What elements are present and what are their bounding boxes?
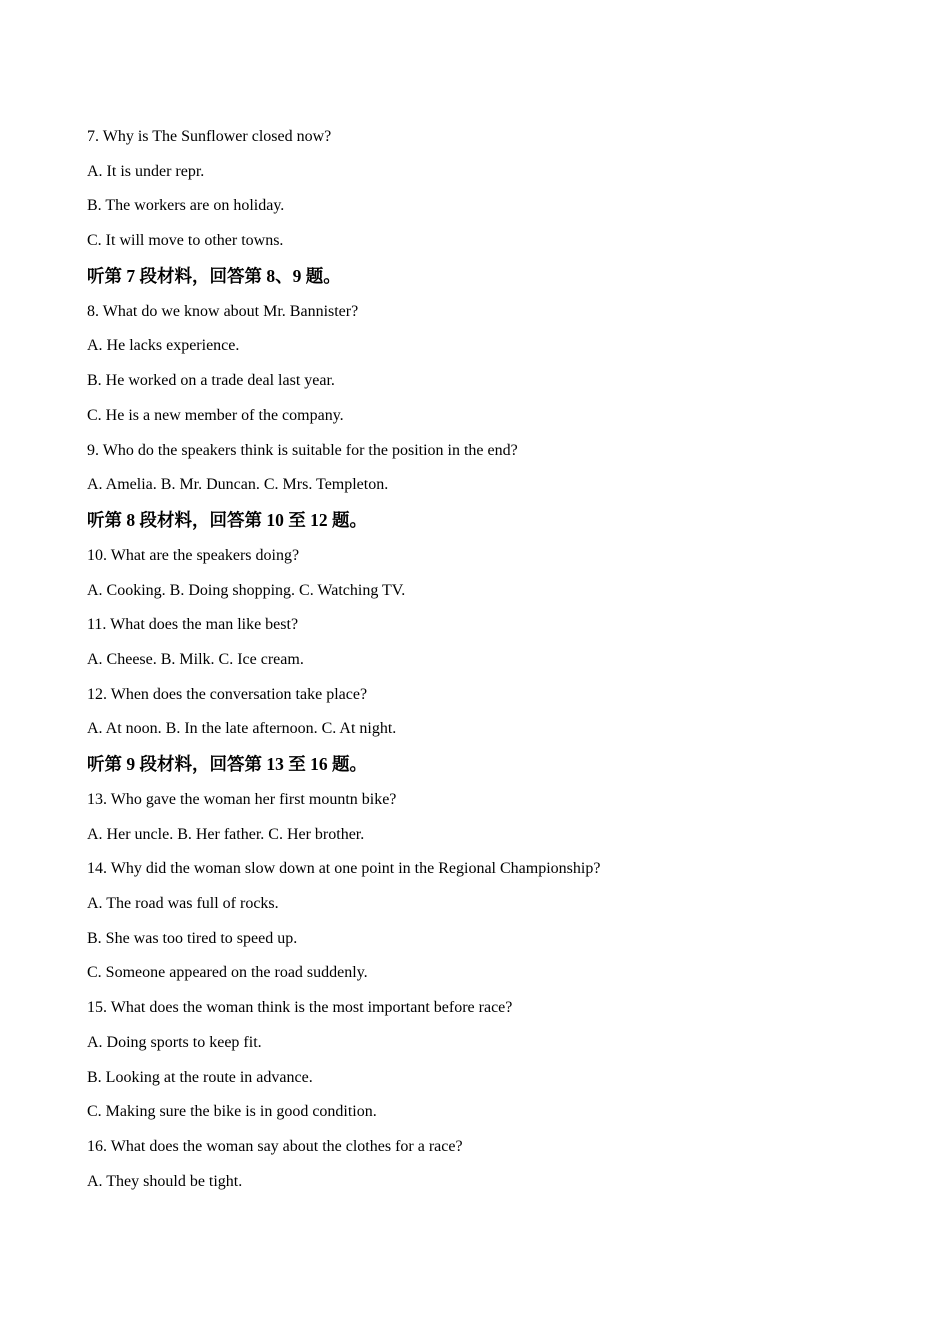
section-heading: 听第 8 段材料，回答第 10 至 12 题。: [87, 509, 367, 530]
section-heading: 听第 7 段材料，回答第 8、9 题。: [87, 265, 341, 286]
text-line: 13. Who gave the woman her first mountn bike?: [87, 791, 397, 808]
text-line: A. Doing sports to keep fit.: [87, 1033, 262, 1051]
text-line: 7. Why is The Sunflower closed now?: [87, 128, 332, 145]
text-line: A. Cheese. B. Milk. C. Ice cream.: [87, 650, 304, 668]
document-body: [87, 122, 887, 1201]
text-line: A. Amelia. B. Mr. Duncan. C. Mrs. Templeton.: [87, 476, 389, 494]
text-line: 9. Who do the speakers think is suitable for the position in the end?: [87, 441, 518, 459]
text-line: 10. What are the speakers doing?: [87, 546, 300, 564]
text-line: C. He is a new member of the company.: [87, 406, 344, 424]
text-line: A. At noon. B. In the late afternoon. C. At night.: [87, 720, 397, 738]
text-line: B. She was too tired to speed up.: [87, 929, 298, 947]
text-line: 16. What does the woman say about the clothes for a race?: [87, 1137, 463, 1155]
text-line: A. He lacks experience.: [87, 337, 240, 355]
text-line: 12. When does the conversation take place?: [87, 685, 368, 703]
text-line: B. The workers are on holiday.: [87, 197, 285, 215]
text-line: 8. What do we know about Mr. Bannister?: [87, 302, 359, 320]
text-line: C. It will move to other towns.: [87, 232, 284, 250]
text-line: C. Someone appeared on the road suddenly.: [87, 964, 368, 982]
text-line: B. He worked on a trade deal last year.: [87, 372, 335, 390]
text-line: C. Making sure the bike is in good condition.: [87, 1103, 377, 1121]
section-heading: 听第 9 段材料，回答第 13 至 16 题。: [87, 754, 367, 774]
text-line: 15. What does the woman think is the most important before race?: [87, 999, 513, 1017]
text-line: 14. Why did the woman slow down at one point in the Regional Championship?: [87, 860, 601, 878]
text-line: 11. What does the man like best?: [87, 616, 299, 634]
text-line: A. The road was full of rocks.: [87, 895, 279, 913]
text-line: A. They should be tight.: [87, 1172, 243, 1190]
text-line: A. It is under repr.: [87, 162, 205, 180]
text-line: A. Her uncle. B. Her father. C. Her brother.: [87, 825, 365, 843]
text-line: B. Looking at the route in advance.: [87, 1068, 313, 1086]
text-line: A. Cooking. B. Doing shopping. C. Watching TV.: [87, 581, 406, 599]
